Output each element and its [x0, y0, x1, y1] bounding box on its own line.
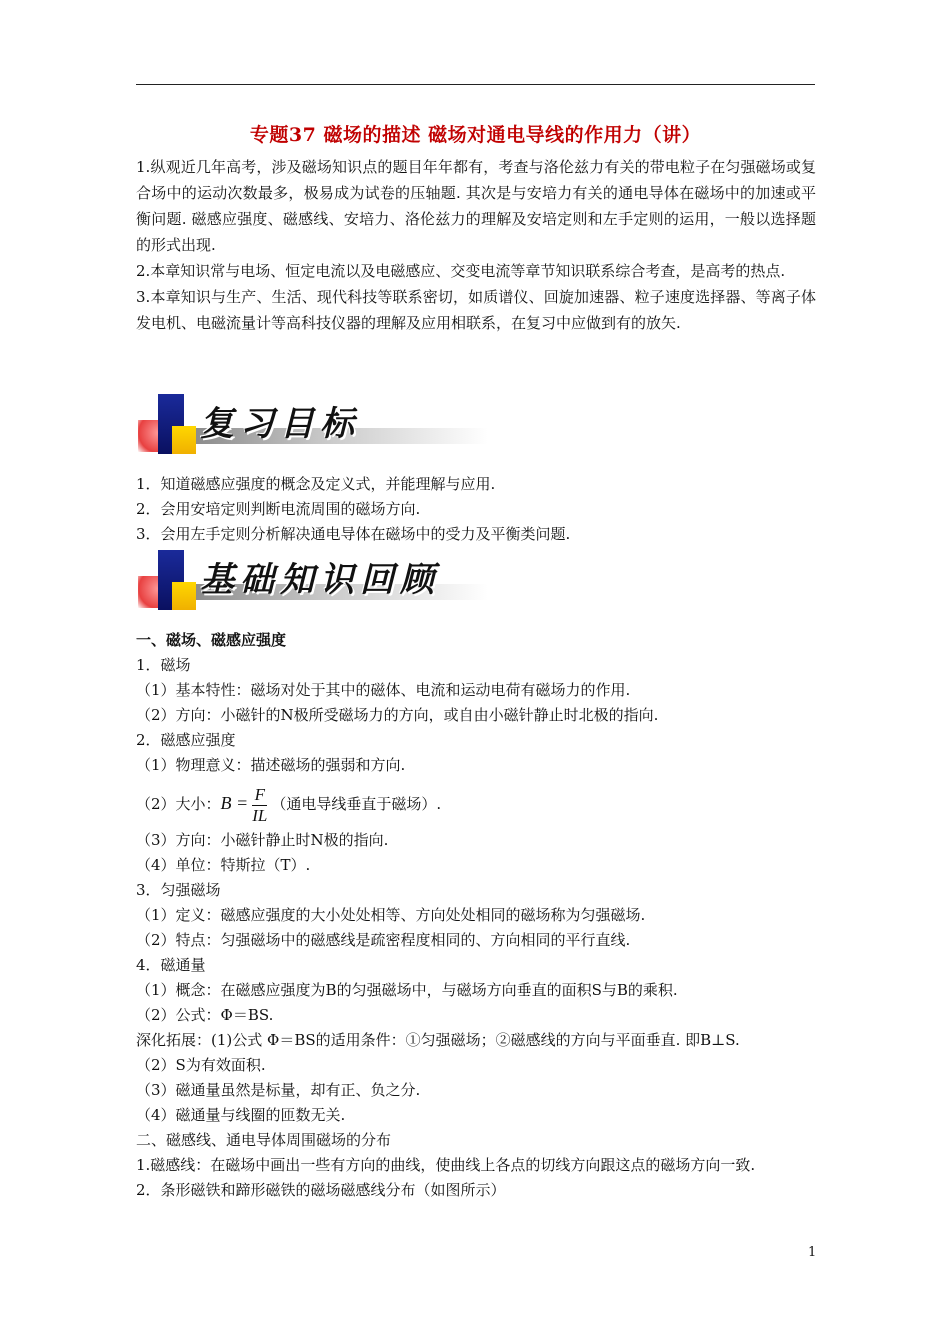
document-title: 专题37 磁场的描述 磁场对通电导线的作用力（讲） [249, 124, 702, 146]
formula-lhs: B = [220, 793, 249, 813]
banner-text: 复习目标 [200, 404, 360, 444]
page-number: 1 [808, 1245, 817, 1260]
body-line: （1）定义：磁感应强度的大小处处相等、方向处处相同的磁场称为匀强磁场. [136, 906, 646, 924]
body-line: （1）物理意义：描述磁场的强弱和方向. [136, 756, 406, 774]
body-line: （2）特点：匀强磁场中的磁感线是疏密程度相同的、方向相同的平行直线. [136, 931, 631, 949]
intro-paragraph-1: 1.纵观近几年高考，涉及磁场知识点的题目年年都有，考查与洛伦兹力有关的带电粒子在匀强磁场或复合场中的运动次数最多，极易成为试卷的压轴题. 其次是与安培力有关的通电导体在磁场中的加速或平衡问题. 磁感应强度、磁感线、安培力、洛伦兹力的理解及安培定则和左手定则的运用，一般以选择题的形式出现. [136, 158, 816, 254]
body-line: （1）基本特性：磁场对处于其中的磁体、电流和运动电荷有磁场力的作用. [136, 681, 631, 699]
body-line: 2．磁感应强度 [136, 731, 236, 749]
formula-fraction [252, 785, 267, 826]
body-line: 1.磁感线：在磁场中画出一些有方向的曲线，使曲线上各点的切线方向跟这点的磁场方向一致. [136, 1156, 756, 1174]
body-line: 深化拓展：(1)公式 Φ＝BS的适用条件：①匀强磁场；②磁感线的方向与平面垂直. 即B⊥S. [136, 1031, 740, 1049]
banner-yellow-square [172, 582, 196, 610]
body-line: （2）S为有效面积. [136, 1056, 266, 1074]
formula-suffix: （通电导线垂直于磁场）. [271, 795, 442, 813]
banner-review-goals [136, 392, 496, 466]
body-line: （2）公式：Φ＝BS. [136, 1006, 274, 1024]
intro-paragraph-3: 3.本章知识与生产、生活、现代科技等联系密切，如质谱仪、回旋加速器、粒子速度选择器、等离子体发电机、电磁流量计等高科技仪器的理解及应用相联系，在复习中应做到有的放矢. [136, 288, 816, 332]
body-line: 4．磁通量 [136, 956, 206, 974]
section-heading: 二、磁感线、通电导体周围磁场的分布 [136, 1131, 392, 1149]
knowledge-body [136, 628, 826, 1203]
body-line: （4）磁通量与线圈的匝数无关. [136, 1106, 346, 1124]
body-line: （3）磁通量虽然是标量，却有正、负之分. [136, 1081, 421, 1099]
fraction-denominator: IL [252, 805, 268, 825]
formula-prefix: （2）大小： [136, 795, 221, 813]
body-line: （4）单位：特斯拉（T）. [136, 856, 311, 874]
body-line: 2．条形磁铁和蹄形磁铁的磁场磁感线分布（如图所示） [136, 1181, 506, 1199]
banner-text: 基础知识回顾 [200, 560, 440, 600]
body-line: 3．匀强磁场 [136, 881, 221, 899]
body-line: （2）方向：小磁针的N极所受磁场力的方向，或自由小磁针静止时北极的指向. [136, 706, 659, 724]
section-heading: 一、磁场、磁感应强度 [136, 631, 287, 649]
banner-yellow-square [172, 426, 196, 454]
intro-paragraph-2: 2.本章知识常与电场、恒定电流以及电磁感应、交变电流等章节知识联系综合考查，是高考的热点. [136, 262, 786, 280]
header-rule [136, 84, 815, 85]
body-line: 1．磁场 [136, 656, 191, 674]
formula-line [136, 778, 826, 828]
intro-section [136, 154, 816, 336]
goal-item: 2．会用安培定则判断电流周围的磁场方向. [136, 500, 421, 518]
banner-basic-knowledge [136, 548, 496, 622]
body-line: （1）概念：在磁感应强度为B的匀强磁场中，与磁场方向垂直的面积S与B的乘积. [136, 981, 678, 999]
goal-item: 3．会用左手定则分析解决通电导体在磁场中的受力及平衡类问题. [136, 525, 571, 543]
body-line: （3）方向：小磁针静止时N极的指向. [136, 831, 389, 849]
fraction-numerator: F [252, 785, 267, 806]
goals-list [136, 472, 816, 547]
goal-item: 1．知道磁感应强度的概念及定义式，并能理解与应用. [136, 475, 496, 493]
